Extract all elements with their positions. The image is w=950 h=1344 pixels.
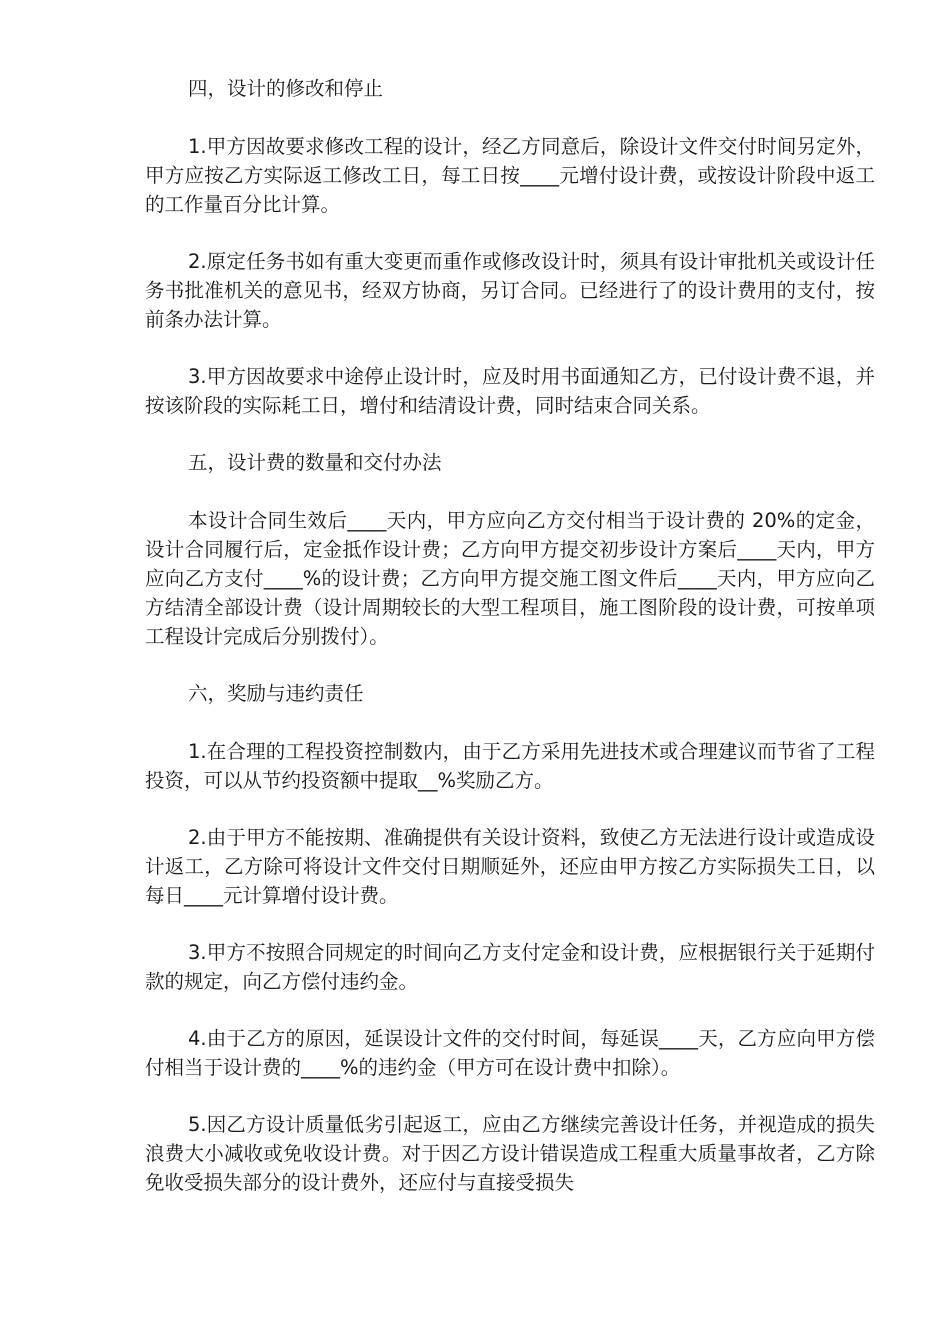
section-heading-4: 四，设计的修改和停止 xyxy=(188,77,384,100)
section-heading-6: 六，奖励与违约责任 xyxy=(188,682,364,705)
clause-5-1: 本设计合同生效后____天内，甲方应向乙方交付相当于设计费的 20%的定金，设计合同履行后，定金抵作设计费；乙方向甲方提交初步设计方案后____天内，甲方应向乙方支付____%的设计费；乙方向甲方提交施工图文件后____天内，甲方应向乙方结清全部设计费（设计周期较长的大型工程项目，施工图阶段的设计费，可按单项工程设计完成后分别拨付）。 xyxy=(145,509,875,648)
clause-6-3: 3.甲方不按照合同规定的时间向乙方支付定金和设计费，应根据银行关于延期付款的规定，向乙方偿付违约金。 xyxy=(145,941,875,993)
section-heading-5: 五，设计费的数量和交付办法 xyxy=(188,451,442,474)
document-page xyxy=(145,74,875,1225)
clause-4-2: 2.原定任务书如有重大变更而重作或修改设计时，须具有设计审批机关或设计任务书批准机关的意见书，经双方协商，另订合同。已经进行了的设计费用的支付，按前条办法计算。 xyxy=(145,250,875,331)
clause-4-1: 1.甲方因故要求修改工程的设计，经乙方同意后，除设计文件交付时间另定外，甲方应按乙方实际返工修改工日，每工日按____元增付设计费，或按设计阶段中返工的工作量百分比计算。 xyxy=(145,135,875,216)
clause-6-5: 5.因乙方设计质量低劣引起返工，应由乙方继续完善设计任务，并视造成的损失浪费大小减收或免收设计费。对于因乙方设计错误造成工程重大质量事故者，乙方除免收受损失部分的设计费外，还应付与直接受损失 xyxy=(145,1113,875,1194)
clause-6-4: 4.由于乙方的原因，延误设计文件的交付时间，每延误____天，乙方应向甲方偿付相当于设计费的____%的违约金（甲方可在设计费中扣除）。 xyxy=(145,1027,875,1079)
clause-4-3: 3.甲方因故要求中途停止设计时，应及时用书面通知乙方，已付设计费不退，并按该阶段的实际耗工日，增付和结清设计费，同时结束合同关系。 xyxy=(145,365,875,417)
clause-6-2: 2.由于甲方不能按期、准确提供有关设计资料，致使乙方无法进行设计或造成设计返工，乙方除可将设计文件交付日期顺延外，还应由甲方按乙方实际损失工日，以每日____元计算增付设计费。 xyxy=(145,826,875,907)
clause-6-1: 1.在合理的工程投资控制数内，由于乙方采用先进技术或合理建议而节省了工程投资，可以从节约投资额中提取__%奖励乙方。 xyxy=(145,740,875,792)
